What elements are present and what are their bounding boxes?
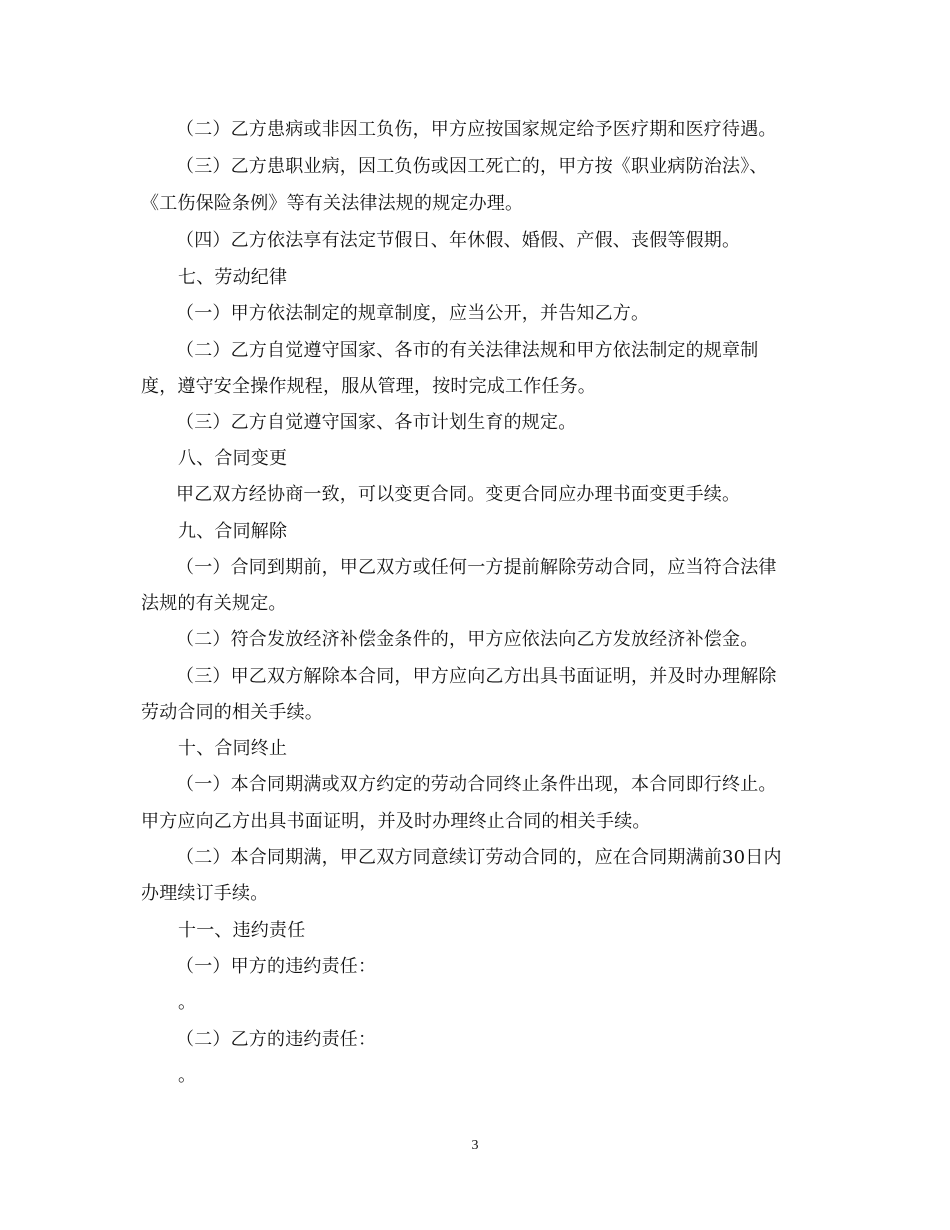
paragraph-line: 《工伤保险条例》等有关法律法规的规定办理。 (141, 193, 524, 214)
paragraph-line: （一）甲方依法制定的规章制度，应当公开，并告知乙方。 (176, 303, 650, 324)
paragraph-line: （二）乙方自觉遵守国家、各市的有关法律法规和甲方依法制定的规章制 (176, 340, 759, 361)
section-heading: 十、合同终止 (178, 738, 288, 759)
paragraph-line: （一）合同到期前，甲乙双方或任何一方提前解除劳动合同，应当符合法律 (176, 557, 777, 578)
paragraph-line: （四）乙方依法享有法定节假日、年休假、婚假、产假、丧假等假期。 (176, 230, 741, 251)
paragraph-line: 劳动合同的相关手续。 (141, 702, 323, 723)
paragraph-line: （二）符合发放经济补偿金条件的，甲方应依法向乙方发放经济补偿金。 (176, 629, 759, 650)
paragraph-line: 度，遵守安全操作规程，服从管理，按时完成工作任务。 (141, 376, 596, 397)
page-number: 3 (471, 1138, 479, 1153)
paragraph-line: （一）本合同期满或双方约定的劳动合同终止条件出现，本合同即行终止。 (176, 774, 777, 795)
section-heading: 七、劳动纪律 (178, 267, 288, 288)
paragraph-line: 甲乙双方经协商一致，可以变更合同。变更合同应办理书面变更手续。 (176, 484, 741, 505)
paragraph-line: （三）乙方自觉遵守国家、各市计划生育的规定。 (176, 412, 577, 433)
paragraph-line: 法规的有关规定。 (141, 593, 287, 614)
section-heading: 八、合同变更 (178, 448, 288, 469)
section-heading: 九、合同解除 (178, 521, 288, 542)
paragraph-line: 。 (178, 992, 197, 1013)
paragraph-line: 甲方应向乙方出具书面证明，并及时办理终止合同的相关手续。 (141, 811, 651, 832)
paragraph-line: 。 (178, 1065, 197, 1086)
paragraph-line: （二）乙方患病或非因工负伤，甲方应按国家规定给予医疗期和医疗待遇。 (176, 119, 777, 140)
paragraph-line: （二）乙方的违约责任： (176, 1029, 377, 1050)
paragraph-line: （二）本合同期满，甲乙双方同意续订劳动合同的，应在合同期满前30日内 (176, 847, 782, 868)
paragraph-line: （一）甲方的违约责任： (176, 956, 377, 977)
paragraph-line: 办理续订手续。 (141, 883, 269, 904)
section-heading: 十一、违约责任 (178, 920, 306, 941)
paragraph-line: （三）乙方患职业病，因工负伤或因工死亡的，甲方按《职业病防治法》、 (176, 156, 768, 177)
paragraph-line: （三）甲乙双方解除本合同，甲方应向乙方出具书面证明，并及时办理解除 (176, 666, 777, 687)
